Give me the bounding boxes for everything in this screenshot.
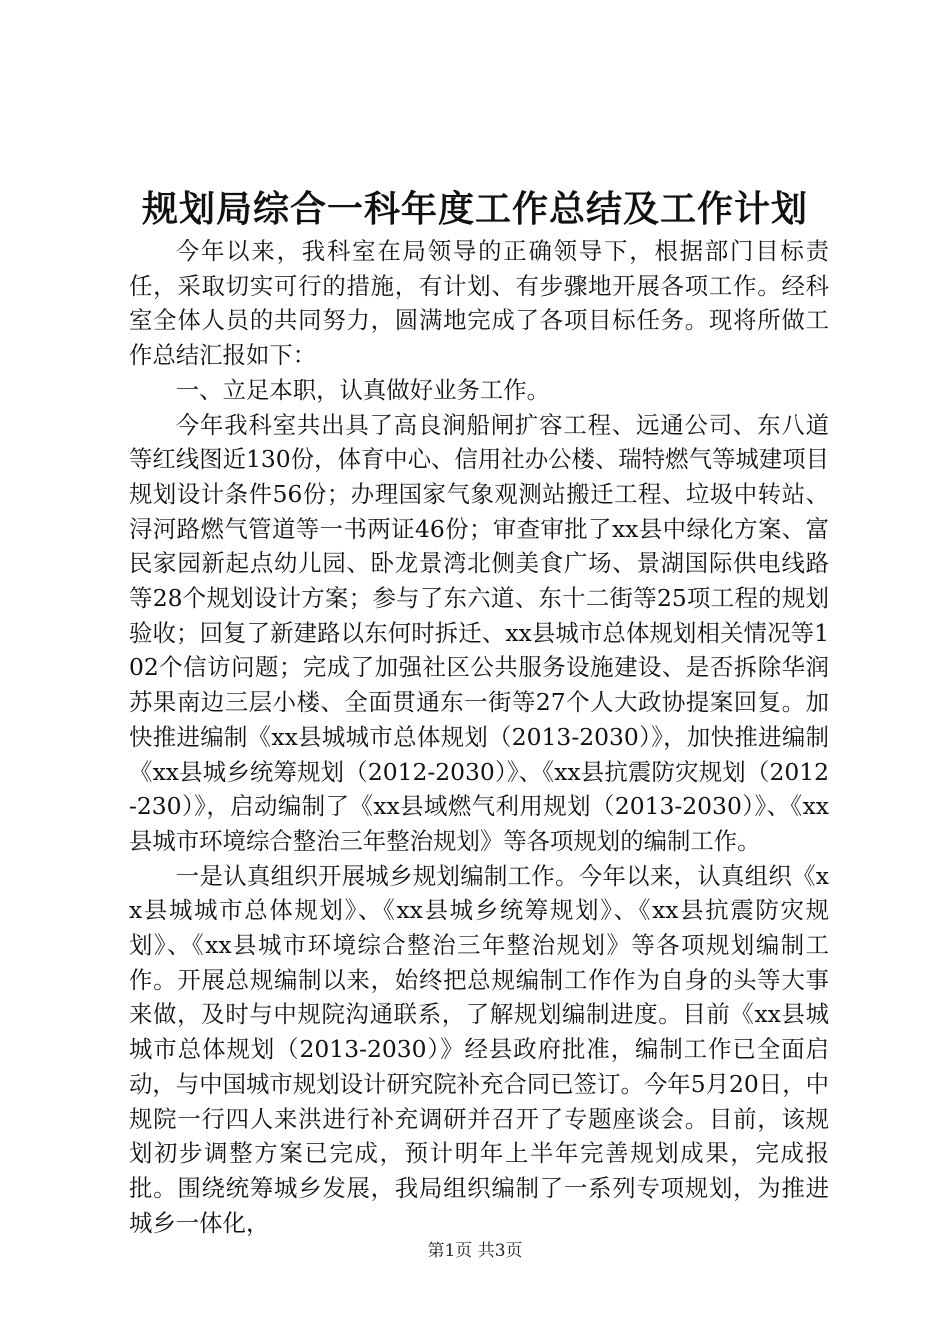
document-body (129, 234, 829, 1240)
document-title: 规划局综合一科年度工作总结及工作计划 (141, 188, 808, 230)
page-number-footer: 第1页 共3页 (427, 1241, 523, 1261)
paragraph-work-summary: 今年我科室共出具了高良涧船闸扩容工程、远通公司、东八道等红线图近130份，体育中心、信用社办公楼、瑞特燃气等城建项目规划设计条件56份；办理国家气象观测站搬迁工程、垃圾中转站、浔河路燃气管道等一书两证46份；审查审批了xx县中绿化方案、富民家园新起点幼儿园、卧龙景湾北侧美食广场、景湖国际供电线路等28个规划设计方案；参与了东六道、东十二街等25项工程的规划验收；回复了新建路以东何时拆迁、xx县城市总体规划相关情况等102个信访问题；完成了加强社区公共服务设施建设、是否拆除华润苏果南边三层小楼、全面贯通东一街等27个人大政协提案回复。加快推进编制《xx县城城市总体规划（2013-2030）》，加快推进编制《xx县城乡统筹规划（2012-2030）》、《xx县抗震防灾规划（2012-230）》，启动编制了《xx县域燃气利用规划（2013-2030）》、《xx县城市环境综合整治三年整治规划》等各项规划的编制工作。 (129, 410, 829, 855)
paragraph-section-heading: 一、立足本职，认真做好业务工作。 (175, 375, 551, 404)
paragraph-intro: 今年以来，我科室在局领导的正确领导下，根据部门目标责任，采取切实可行的措施，有计划、有步骤地开展各项工作。经科室全体人员的共同努力，圆满地完成了各项目标任务。现将所做工作总结汇报如下： (129, 237, 829, 370)
paragraph-planning-work: 一是认真组织开展城乡规划编制工作。今年以来，认真组织《xx县城城市总体规划》、《xx县城乡统筹规划》、《xx县抗震防灾规划》、《xx县城市环境综合整治三年整治规划》等各项规划编制工作。开展总规编制以来，始终把总规编制工作作为自身的头等大事来做，及时与中规院沟通联系，了解规划编制进度。目前《xx县城城市总体规划（2013-2030）》经县政府批准，编制工作已全面启动，与中国城市规划设计研究院补充合同已签订。今年5月20日，中规院一行四人来洪进行补充调研并召开了专题座谈会。目前，该规划初步调整方案已完成，预计明年上半年完善规划成果，完成报批。围绕统筹城乡发展，我局组织编制了一系列专项规划，为推进城乡一体化， (129, 861, 829, 1237)
